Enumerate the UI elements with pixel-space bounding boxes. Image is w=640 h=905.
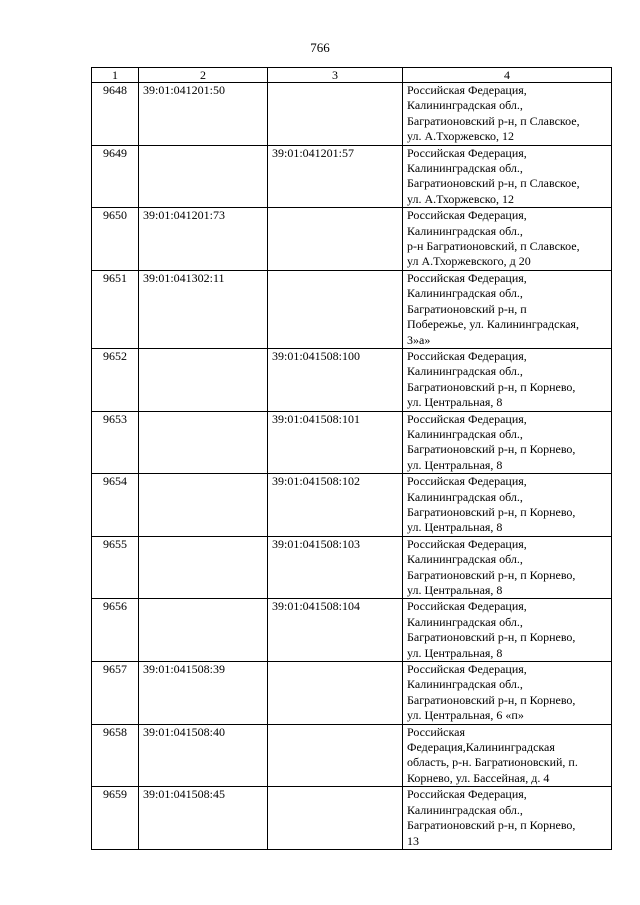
table-row	[92, 599, 612, 662]
address-cell: Российская Федерация, Калининградская обл., Багратионовский р-н, п Корнево, ул. Центральная, 6 «п»	[403, 662, 612, 725]
table-row	[92, 411, 612, 474]
table-row	[92, 208, 612, 271]
table-body	[92, 83, 612, 850]
cadastral-number-alt-cell	[268, 208, 403, 271]
page-number: 766	[310, 40, 330, 55]
row-number-cell: 9651	[92, 270, 139, 348]
row-number-cell: 9657	[92, 662, 139, 725]
cadastral-number-cell: 39:01:041508:39	[139, 662, 268, 725]
row-number-cell: 9654	[92, 474, 139, 537]
cadastral-number-alt-cell	[268, 270, 403, 348]
address-cell: Российская Федерация, Калининградская обл., р-н Багратионовский, п Славское, ул А.Тхоржевского, д 20	[403, 208, 612, 271]
row-number-cell: 9659	[92, 787, 139, 850]
header-col-3: 3	[268, 68, 403, 83]
registry-table	[91, 67, 612, 850]
address-cell: Российская Федерация, Калининградская обл., Багратионовский р-н, п Корнево, ул. Центральная, 8	[403, 474, 612, 537]
table-row	[92, 662, 612, 725]
row-number-cell: 9653	[92, 411, 139, 474]
row-number-cell: 9655	[92, 536, 139, 599]
table-row	[92, 536, 612, 599]
row-number-cell: 9648	[92, 83, 139, 146]
cadastral-number-alt-cell: 39:01:041201:57	[268, 145, 403, 208]
address-cell: Российская Федерация, Калининградская обл., Багратионовский р-н, п Корнево, ул. Центральная, 8	[403, 536, 612, 599]
table-row	[92, 724, 612, 787]
cadastral-number-alt-cell: 39:01:041508:100	[268, 348, 403, 411]
table-row	[92, 270, 612, 348]
table-row	[92, 145, 612, 208]
address-cell: Российская Федерация, Калининградская обл., Багратионовский р-н, п Корнево, ул. Центральная, 8	[403, 411, 612, 474]
header-col-1: 1	[92, 68, 139, 83]
cadastral-number-cell: 39:01:041508:40	[139, 724, 268, 787]
cadastral-number-cell: 39:01:041508:45	[139, 787, 268, 850]
cadastral-number-alt-cell	[268, 724, 403, 787]
address-cell: Российская Федерация, Калининградская обл., Багратионовский р-н, п Корнево, ул. Центральная, 8	[403, 348, 612, 411]
cadastral-number-cell	[139, 474, 268, 537]
header-col-4: 4	[403, 68, 612, 83]
table-row	[92, 474, 612, 537]
header-col-2: 2	[139, 68, 268, 83]
cadastral-number-alt-cell	[268, 787, 403, 850]
cadastral-number-alt-cell: 39:01:041508:101	[268, 411, 403, 474]
address-cell: Российская Федерация, Калининградская обл., Багратионовский р-н, п Славское, ул. А.Тхоржевско, 12	[403, 145, 612, 208]
row-number-cell: 9652	[92, 348, 139, 411]
address-cell: Российская Федерация, Калининградская обл., Багратионовский р-н, п Корнево, ул. Центральная, 8	[403, 599, 612, 662]
header-row	[92, 68, 612, 83]
cadastral-number-alt-cell: 39:01:041508:102	[268, 474, 403, 537]
table-row	[92, 83, 612, 146]
row-number-cell: 9650	[92, 208, 139, 271]
address-cell: Российская Федерация, Калининградская обл., Багратионовский р-н, п Корнево, 13	[403, 787, 612, 850]
cadastral-number-alt-cell: 39:01:041508:104	[268, 599, 403, 662]
cadastral-number-cell: 39:01:041201:50	[139, 83, 268, 146]
cadastral-number-alt-cell: 39:01:041508:103	[268, 536, 403, 599]
cadastral-number-cell	[139, 599, 268, 662]
row-number-cell: 9649	[92, 145, 139, 208]
table-row	[92, 787, 612, 850]
address-cell: Российская Федерация,Калининградская область, р-н. Багратионовский, п. Корнево, ул. Бассейная, д. 4	[403, 724, 612, 787]
cadastral-number-cell: 39:01:041201:73	[139, 208, 268, 271]
cadastral-number-cell	[139, 411, 268, 474]
cadastral-number-cell	[139, 145, 268, 208]
address-cell: Российская Федерация, Калининградская обл., Багратионовский р-н, п Побережье, ул. Калининградская, 3»а»	[403, 270, 612, 348]
row-number-cell: 9658	[92, 724, 139, 787]
cadastral-number-alt-cell	[268, 83, 403, 146]
cadastral-number-cell: 39:01:041302:11	[139, 270, 268, 348]
cadastral-number-cell	[139, 348, 268, 411]
address-cell: Российская Федерация, Калининградская обл., Багратионовский р-н, п Славское, ул. А.Тхоржевско, 12	[403, 83, 612, 146]
table-header	[92, 68, 612, 83]
row-number-cell: 9656	[92, 599, 139, 662]
cadastral-number-cell	[139, 536, 268, 599]
table-row	[92, 348, 612, 411]
cadastral-number-alt-cell	[268, 662, 403, 725]
